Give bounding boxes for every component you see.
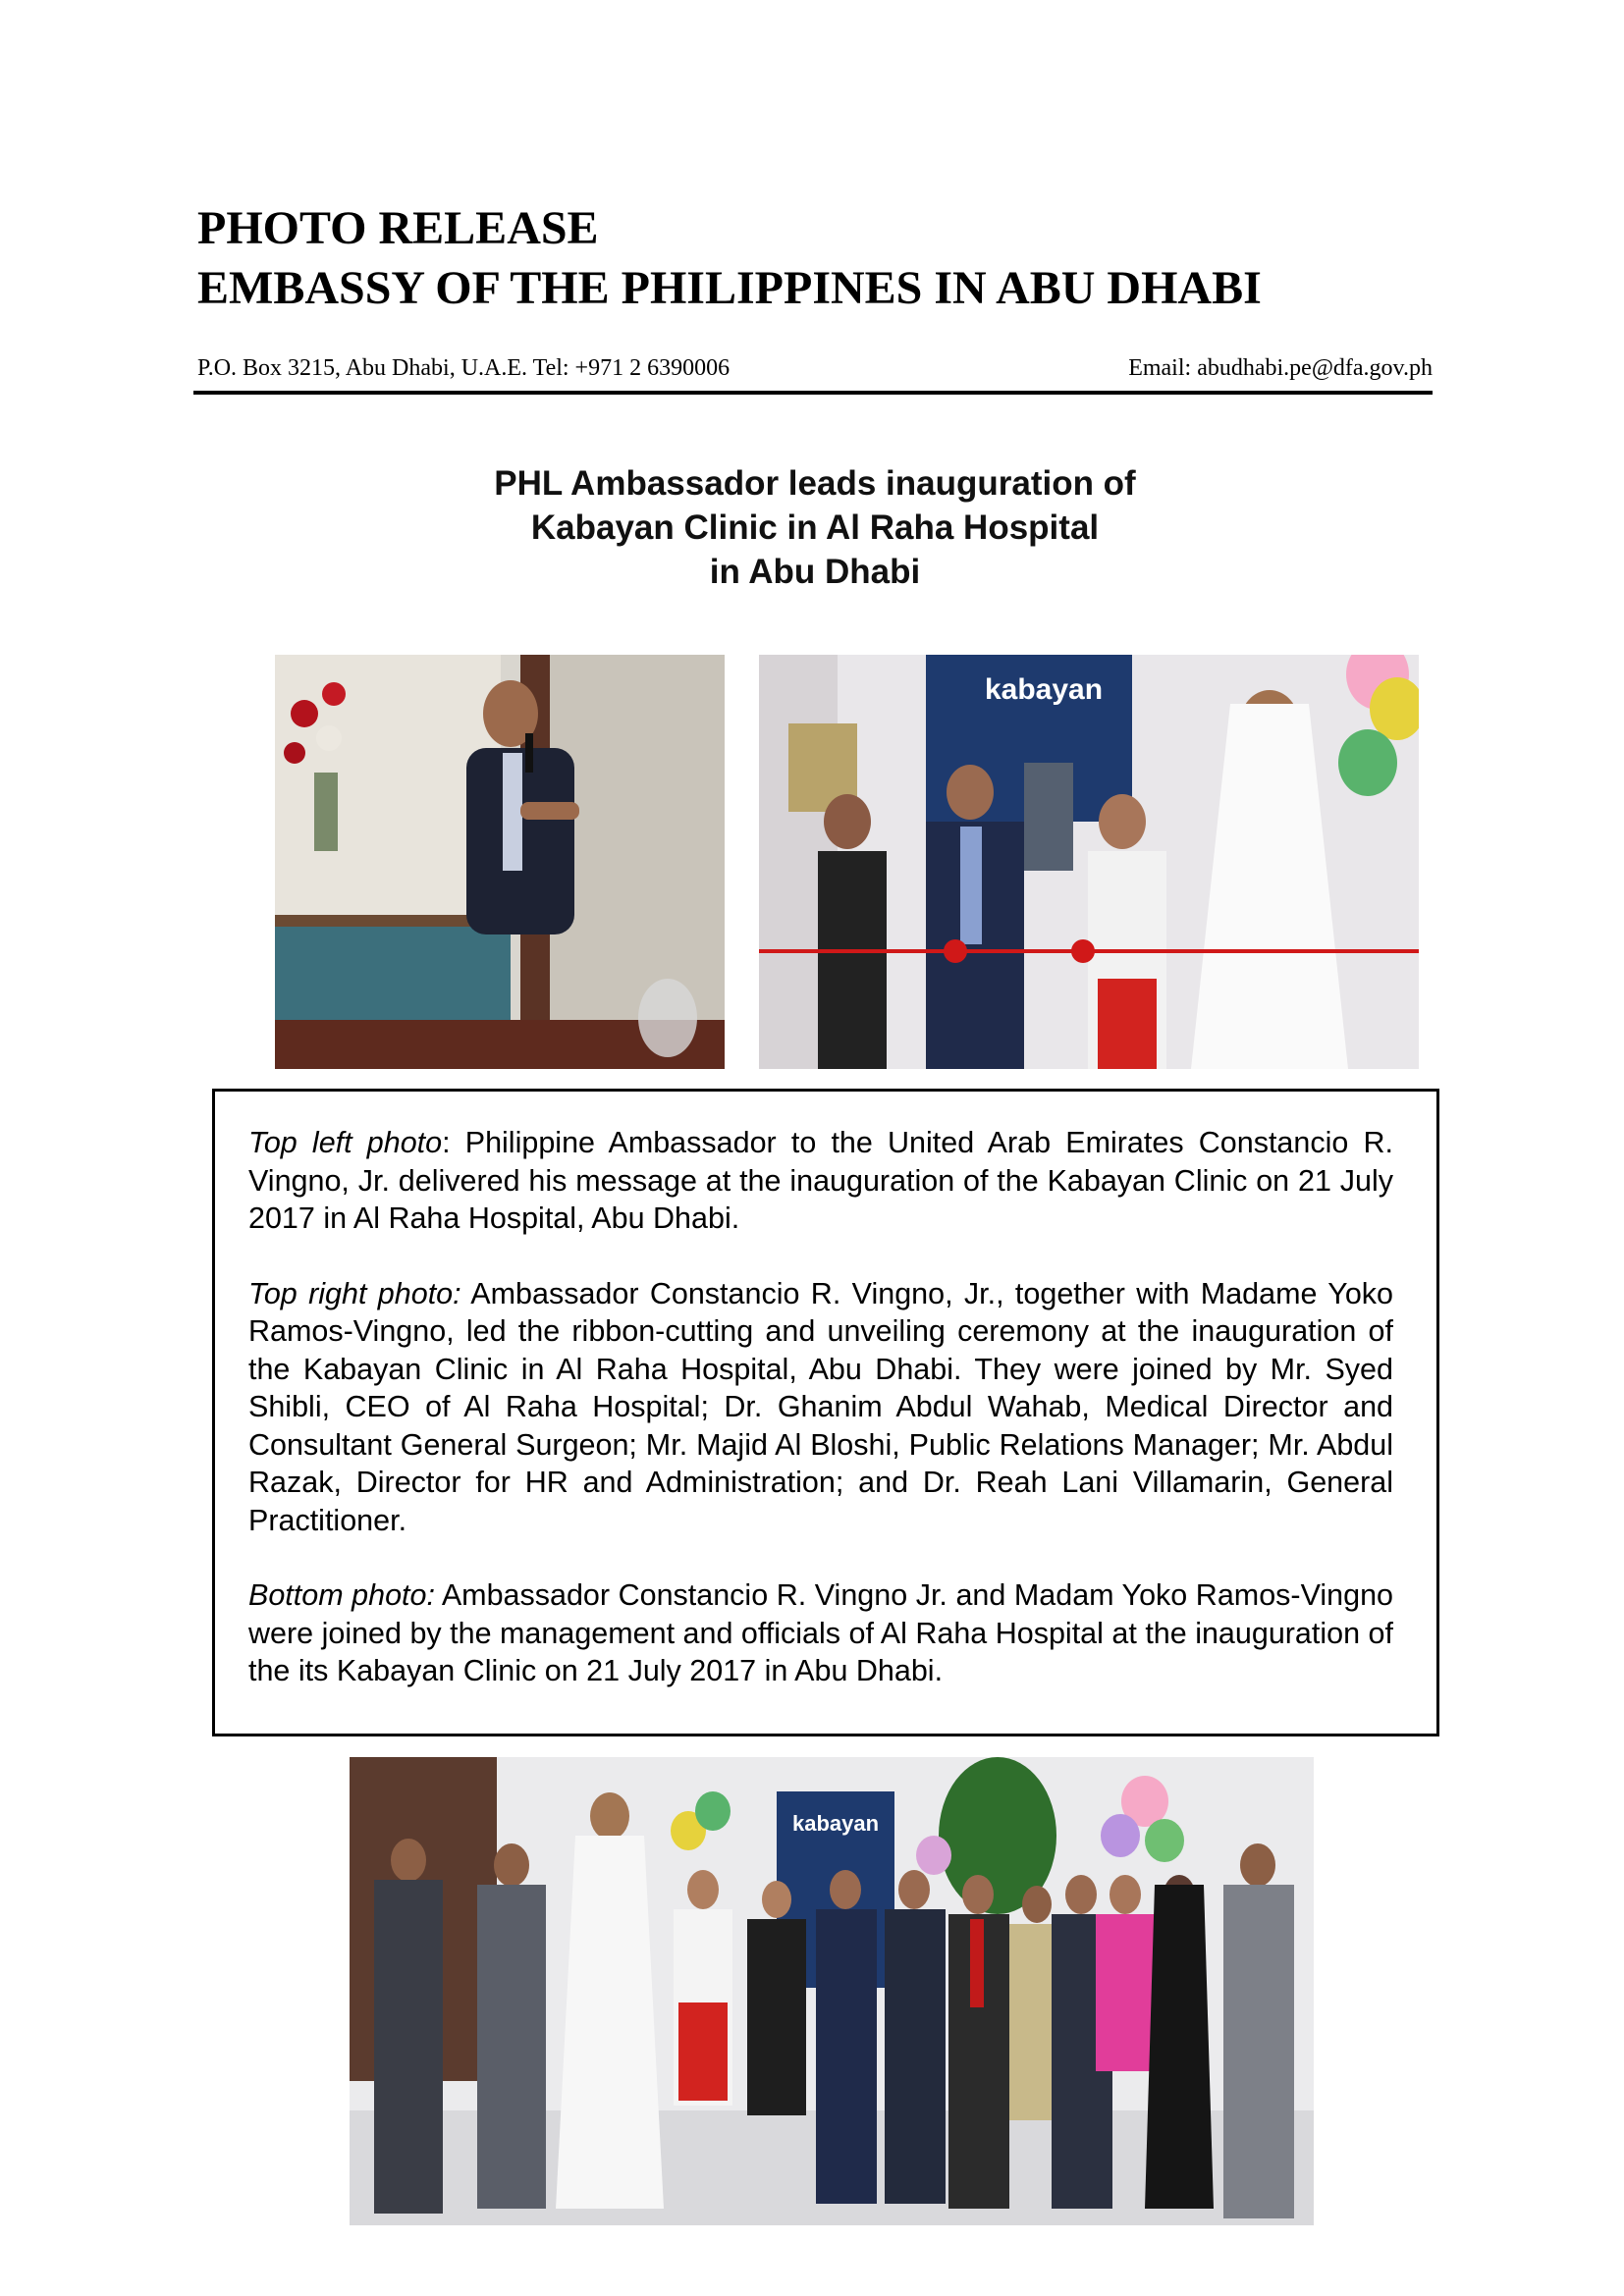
caption-top-left	[248, 1124, 1393, 1238]
contact-line	[197, 353, 1433, 383]
kabayan-sign-text: kabayan	[984, 673, 1104, 706]
photo-ambassador-speaking-image	[275, 655, 725, 1069]
caption-top-right-text: Ambassador Constancio R. Vingno, Jr., together with Madame Yoko Ramos-Vingno, led the ribbon-cutting and unveiling ceremony at the inauguration of the Kabayan Clinic in Al Raha Hospital, Abu Dhabi. They were joined by Mr. Syed Shibli, CEO of Al Raha Hospital; Dr. Ghanim Abdul Wahab, Medical Director and Consultant General Surgeon; Mr. Majid Al Bloshi, Public Relations Manager; Mr. Abdul Razak, Director for HR and Administration; and Dr. Reah Lani Villamarin, General Practitioner.	[248, 1276, 1393, 1537]
release-title	[197, 198, 1474, 318]
photo-ambassador-speaking	[275, 655, 725, 1069]
caption-top-right	[248, 1275, 1393, 1540]
headline-line-3: in Abu Dhabi	[709, 553, 921, 591]
photo-ribbon-cutting	[759, 655, 1419, 1069]
photo-group	[350, 1757, 1314, 2225]
caption-top-left-label: Top left photo	[248, 1126, 443, 1159]
embassy-email: Email: abudhabi.pe@dfa.gov.ph	[1128, 355, 1433, 381]
header-divider	[193, 391, 1433, 395]
caption-bottom-label: Bottom photo:	[248, 1578, 435, 1612]
photo-captions-box	[212, 1089, 1439, 1736]
headline-line-1: PHL Ambassador leads inauguration of	[494, 464, 1136, 503]
photo-ribbon-cutting-image	[759, 655, 1419, 1069]
caption-top-left-text: : Philippine Ambassador to the United Arab Emirates Constancio R. Vingno, Jr. delivered his message at the inauguration of the Kabayan Clinic on 21 July 2017 in Al Raha Hospital, Abu Dhabi.	[248, 1126, 1393, 1235]
release-title-line-1: PHOTO RELEASE	[197, 202, 599, 254]
article-headline	[324, 461, 1306, 594]
caption-bottom-text: Ambassador Constancio R. Vingno Jr. and Madam Yoko Ramos-Vingno were joined by the management and officials of Al Raha Hospital at the inauguration of the its Kabayan Clinic on 21 July 2017 in Abu Dhabi.	[248, 1578, 1393, 1687]
caption-top-right-label: Top right photo:	[248, 1276, 461, 1310]
caption-bottom	[248, 1576, 1393, 1690]
headline-line-2: Kabayan Clinic in Al Raha Hospital	[530, 508, 1100, 547]
release-title-line-2: EMBASSY OF THE PHILIPPINES IN ABU DHABI	[197, 262, 1262, 314]
kabayan-sign-text-bottom: kabayan	[791, 1811, 880, 1836]
embassy-address: P.O. Box 3215, Abu Dhabi, U.A.E. Tel: +971 2 6390006	[197, 355, 731, 381]
photo-group-image	[350, 1757, 1314, 2225]
